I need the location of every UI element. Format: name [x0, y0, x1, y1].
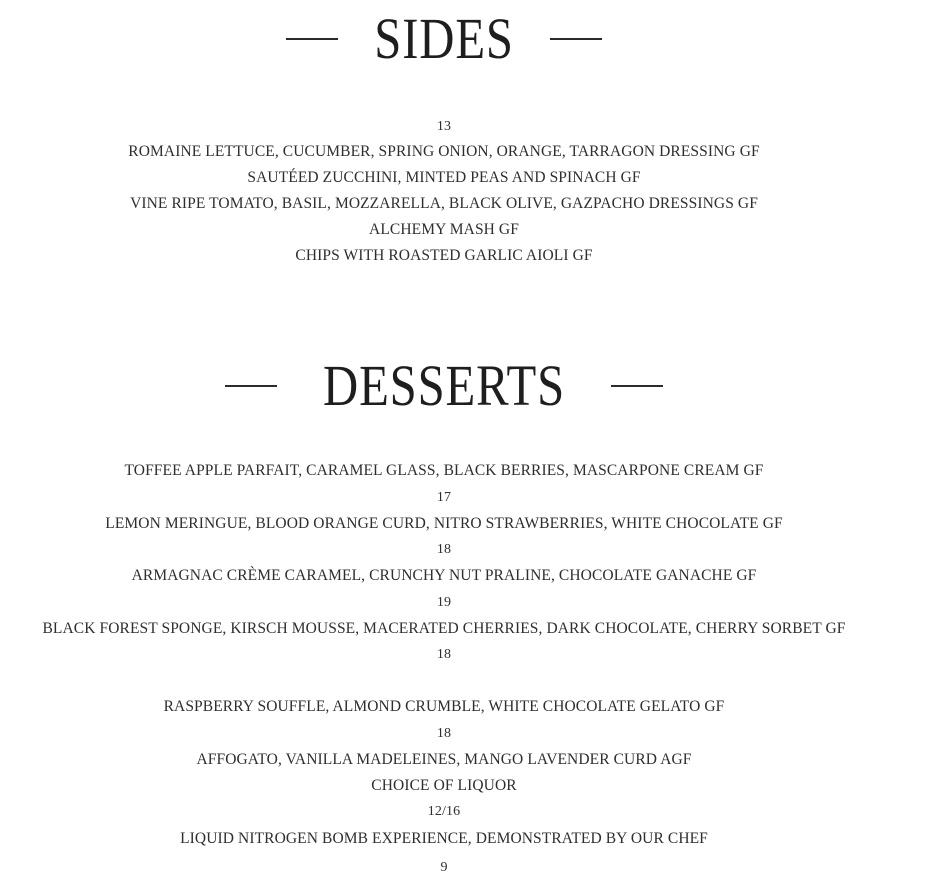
dessert-item-price: 18: [436, 647, 452, 662]
dessert-item-price: 17: [436, 490, 452, 505]
heading-rule-left: [225, 385, 277, 387]
sides-price: 13: [436, 119, 452, 134]
dessert-item-name: TOFFEE APPLE PARFAIT, CARAMEL GLASS, BLACK BERRIES, MASCARPONE CREAM GF: [124, 462, 764, 479]
sides-item: VINE RIPE TOMATO, BASIL, MOZZARELLA, BLACK OLIVE, GAZPACHO DRESSINGS GF: [130, 195, 758, 212]
sides-item: SAUTÉED ZUCCHINI, MINTED PEAS AND SPINACH GF: [247, 169, 641, 186]
heading-rule-left: [286, 38, 338, 40]
sides-item: ROMAINE LETTUCE, CUCUMBER, SPRING ONION, ORANGE, TARRAGON DRESSING GF: [128, 143, 760, 160]
sides-item: ALCHEMY MASH GF: [369, 221, 519, 238]
dessert-item-name: BLACK FOREST SPONGE, KIRSCH MOUSSE, MACERATED CHERRIES, DARK CHOCOLATE, CHERRY SORBET GF: [42, 620, 846, 637]
dessert-item-name: RASPBERRY SOUFFLE, ALMOND CRUMBLE, WHITE CHOCOLATE GELATO GF: [163, 698, 725, 715]
dessert-item-name: LIQUID NITROGEN BOMB EXPERIENCE, DEMONSTRATED BY OUR CHEF: [180, 830, 708, 847]
heading-rule-right: [611, 385, 663, 387]
dessert-item-price: 9: [440, 860, 448, 875]
sides-title: SIDES: [374, 6, 514, 71]
dessert-item-price: 19: [436, 595, 452, 610]
dessert-item-price: 18: [436, 542, 452, 557]
desserts-title: DESSERTS: [322, 353, 566, 418]
dessert-item-price: 18: [436, 726, 452, 741]
desserts-heading: [0, 353, 888, 418]
dessert-item-name: ARMAGNAC CRÈME CARAMEL, CRUNCHY NUT PRALINE, CHOCOLATE GANACHE GF: [131, 567, 757, 584]
dessert-item-subtitle: CHOICE OF LIQUOR: [371, 777, 517, 794]
dessert-item-price: 12/16: [427, 804, 461, 819]
sides-heading: [0, 6, 888, 71]
sides-item: CHIPS WITH ROASTED GARLIC AIOLI GF: [295, 247, 593, 264]
heading-rule-right: [550, 38, 602, 40]
dessert-item-name: LEMON MERINGUE, BLOOD ORANGE CURD, NITRO STRAWBERRIES, WHITE CHOCOLATE GF: [105, 515, 783, 532]
dessert-item-name: AFFOGATO, VANILLA MADELEINES, MANGO LAVENDER CURD AGF: [196, 751, 692, 768]
